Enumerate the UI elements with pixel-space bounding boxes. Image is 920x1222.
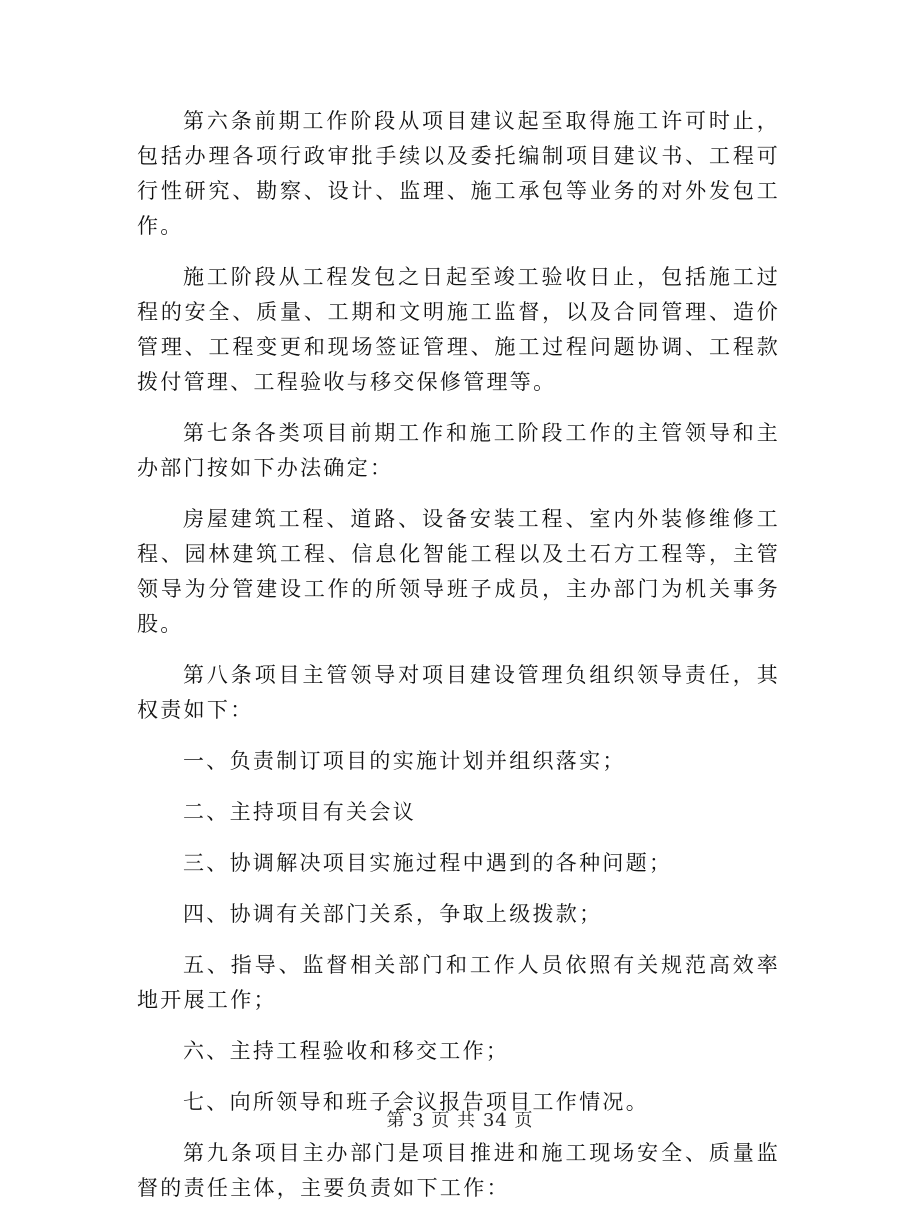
list-item-3: 三、协调解决项目实施过程中遇到的各种问题；: [183, 851, 673, 875]
list-item-7: 七、向所领导和班子会议报告项目工作情况。: [183, 1090, 649, 1114]
paragraph-article-6: 第六条前期工作阶段从项目建议起至取得施工许可时止，包括办理各项行政审批手续以及委托编制项目建议书、工程可行性研究、勘察、设计、监理、施工承包等业务的对外发包工作。: [137, 109, 780, 238]
paragraph-construction-stage: 施工阶段从工程发包之日起至竣工验收日止，包括施工过程的安全、质量、工期和文明施工监督，以及合同管理、造价管理、工程变更和现场签证管理、施工过程问题协调、工程款拨付管理、工程验收与移交保修管理等。: [137, 265, 780, 394]
document-body: [137, 104, 780, 1222]
page-footer: 第 3 页 共 34 页: [386, 1110, 534, 1131]
paragraph-article-9: 第九条项目主办部门是项目推进和施工现场安全、质量监督的责任主体，主要负责如下工作：: [137, 1141, 780, 1200]
paragraph-article-7: 第七条各类项目前期工作和施工阶段工作的主管领导和主办部门按如下办法确定：: [137, 421, 780, 480]
list-item-4: 四、协调有关部门关系，争取上级拨款；: [183, 902, 603, 926]
list-item-5: 五、指导、监督相关部门和工作人员依照有关规范高效率地开展工作；: [137, 953, 780, 1012]
list-item-1: 一、负责制订项目的实施计划并组织落实；: [183, 749, 626, 773]
list-item-6: 六、主持工程验收和移交工作；: [183, 1039, 510, 1063]
list-item-2: 二、主持项目有关会议: [183, 800, 416, 824]
paragraph-building-projects: 房屋建筑工程、道路、设备安装工程、室内外装修维修工程、园林建筑工程、信息化智能工程以及土石方工程等，主管领导为分管建设工作的所领导班子成员，主办部门为机关事务股。: [137, 507, 780, 636]
paragraph-article-8: 第八条项目主管领导对项目建设管理负组织领导责任，其权责如下：: [137, 663, 780, 722]
